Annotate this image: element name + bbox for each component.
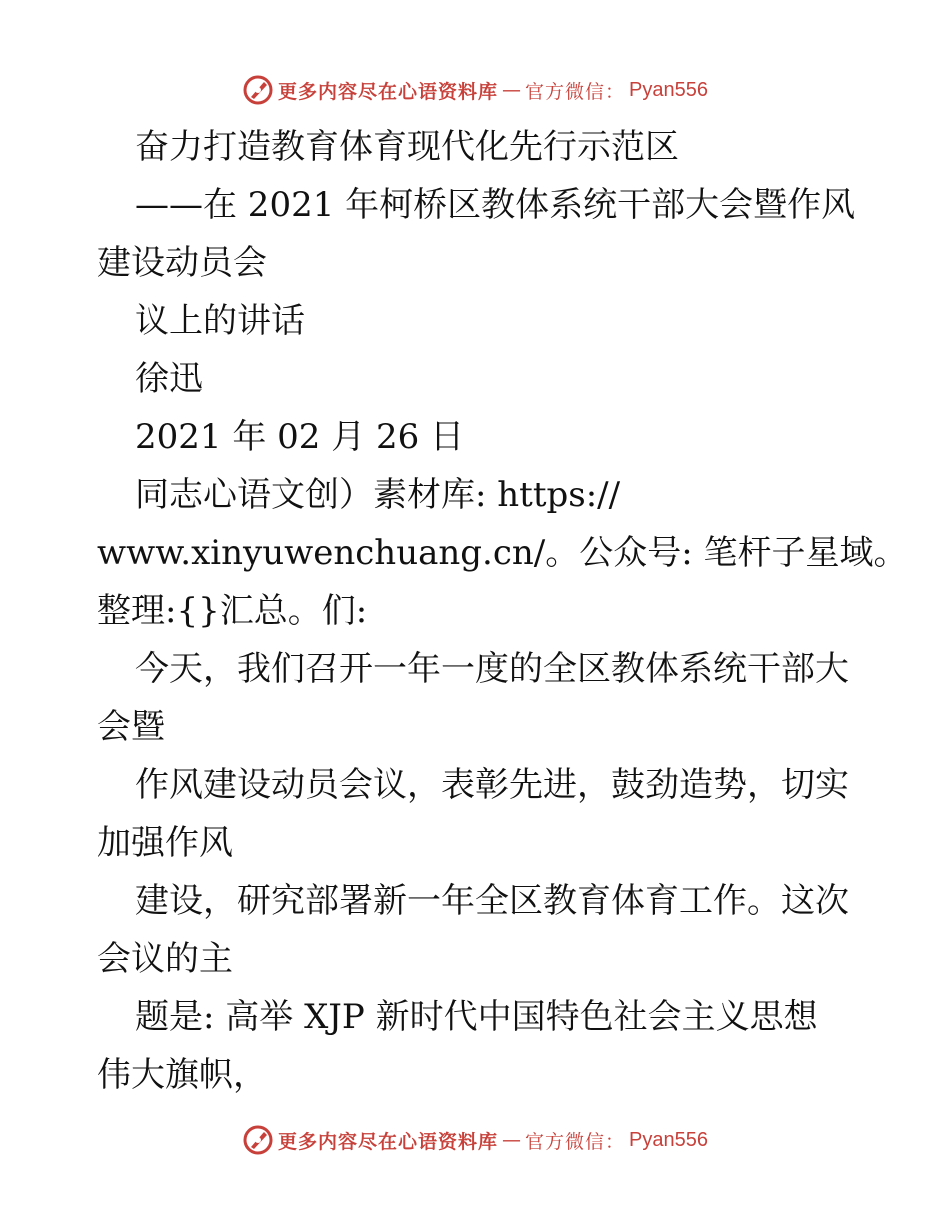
text-line: 会议的主 — [97, 939, 233, 979]
footer-watermark — [0, 1120, 950, 1160]
text-line: 议上的讲话 — [135, 301, 305, 341]
brand-site-text: 更多内容尽在心语资料库 — [278, 1130, 499, 1153]
text-line: 今天，我们召开一年一度的全区教体系统干部大 — [135, 649, 849, 689]
text-line: 建设，研究部署新一年全区教育体育工作。这次 — [135, 881, 849, 921]
pen-logo-icon — [242, 1124, 274, 1156]
text-line: ——在 2021 年柯桥区教体系统干部大会暨作风 — [135, 185, 856, 225]
text-line: 作风建设动员会议，表彰先进，鼓劲造势，切实 — [135, 765, 849, 805]
brand-site-text: 更多内容尽在心语资料库 — [278, 80, 499, 103]
header-watermark — [0, 70, 950, 110]
text-line: 2021 年 02 月 26 日 — [135, 417, 465, 457]
text-line: 奋力打造教育体育现代化先行示范区 — [135, 127, 679, 167]
brand-banner — [242, 1124, 708, 1156]
brand-dash: — — [502, 79, 522, 101]
text-line: 会暨 — [97, 707, 165, 747]
brand-wechat-id: Pyan556 — [629, 1128, 708, 1151]
document-body — [97, 118, 908, 1104]
brand-official-label: 官方微信： — [525, 80, 626, 103]
brand-dash: — — [502, 1129, 522, 1151]
text-line: 伟大旗帜， — [97, 1055, 267, 1095]
text-line: 徐迅 — [135, 359, 203, 399]
text-line: 整理:{}汇总。们: — [97, 591, 368, 631]
text-line: 题是: 高举 XJP 新时代中国特色社会主义思想 — [135, 997, 818, 1037]
text-line: 加强作风 — [97, 823, 233, 863]
text-line: 同志心语文创）素材库: https:// — [135, 475, 621, 515]
brand-official-label: 官方微信： — [525, 1130, 626, 1153]
brand-banner — [242, 74, 708, 106]
text-line: 建设动员会 — [97, 243, 267, 283]
text-line: www.xinyuwenchuang.cn/。公众号: 笔杆子星域。 — [97, 533, 908, 573]
brand-wechat-id: Pyan556 — [629, 78, 708, 101]
pen-logo-icon — [242, 74, 274, 106]
